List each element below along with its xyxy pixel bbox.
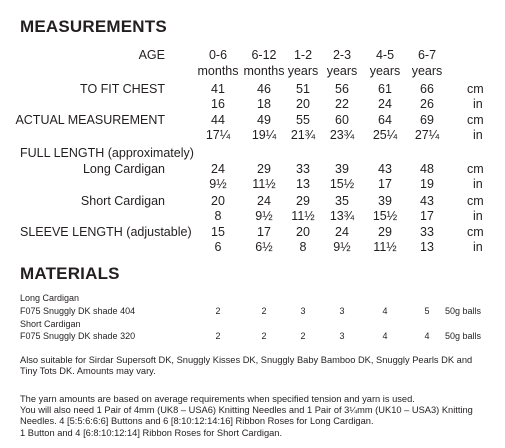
table-cell: 19 bbox=[420, 177, 434, 191]
table-cell: 4 bbox=[382, 331, 388, 341]
row-sleeve-length-label: SLEEVE LENGTH (adjustable) bbox=[20, 225, 192, 239]
table-cell: 11½ bbox=[373, 240, 397, 254]
row-to-fit-chest-label: TO FIT CHEST bbox=[80, 82, 165, 96]
age-col-5-bottom: years bbox=[369, 64, 401, 78]
unit-label: cm bbox=[467, 194, 484, 208]
measurements-title: MEASUREMENTS bbox=[20, 17, 167, 36]
table-cell: 21¾ bbox=[290, 128, 316, 142]
table-cell: 33 bbox=[420, 225, 434, 239]
table-cell: 27¼ bbox=[414, 128, 440, 142]
unit-label: in bbox=[473, 240, 483, 254]
also-suitable-note: Also suitable for Sirdar Supersoft DK, Snuggly Kisses DK, Snuggly Baby Bamboo DK, Snuggly Pearls DK and Tiny Tots DK. Amounts may vary. bbox=[20, 355, 473, 377]
table-cell: 43 bbox=[420, 194, 434, 208]
row-short-cardigan-label: Short Cardigan bbox=[80, 194, 165, 208]
unit-label: 50g balls bbox=[445, 306, 482, 316]
table-cell: 11½ bbox=[291, 209, 315, 223]
age-col-1-top: 0-6 bbox=[208, 48, 228, 62]
age-col-3-top: 1-2 bbox=[293, 48, 313, 62]
table-cell: 9½ bbox=[255, 209, 273, 223]
table-cell: 20 bbox=[211, 194, 225, 208]
material-yarn-label: F075 Snuggly DK shade 320 bbox=[20, 331, 136, 341]
table-cell: 13¾ bbox=[329, 209, 355, 223]
table-cell: 56 bbox=[335, 82, 349, 96]
unit-label: cm bbox=[467, 225, 484, 239]
unit-label: in bbox=[473, 97, 483, 111]
age-col-4-top: 2-3 bbox=[332, 48, 352, 62]
table-cell: 43 bbox=[378, 162, 392, 176]
age-col-2-top: 6-12 bbox=[251, 48, 277, 62]
table-cell: 29 bbox=[378, 225, 392, 239]
table-cell: 15 bbox=[211, 225, 225, 239]
table-cell: 8 bbox=[214, 209, 222, 223]
table-cell: 29 bbox=[296, 194, 310, 208]
table-cell: 4 bbox=[382, 306, 388, 316]
age-col-6-top: 6-7 bbox=[417, 48, 437, 62]
table-cell: 22 bbox=[335, 97, 349, 111]
materials-title: MATERIALS bbox=[20, 264, 120, 283]
table-cell: 24 bbox=[335, 225, 349, 239]
table-cell: 49 bbox=[257, 113, 271, 127]
table-cell: 4 bbox=[424, 331, 430, 341]
table-cell: 26 bbox=[420, 97, 434, 111]
table-cell: 3 bbox=[339, 306, 345, 316]
table-cell: 15½ bbox=[372, 209, 398, 223]
age-col-1-bottom: months bbox=[197, 64, 239, 78]
age-label: AGE bbox=[138, 48, 165, 62]
table-cell: 66 bbox=[420, 82, 434, 96]
table-cell: 9½ bbox=[333, 240, 351, 254]
row-full-length-label: FULL LENGTH (approximately) bbox=[20, 146, 194, 160]
material-group-long-cardigan: Long Cardigan bbox=[20, 293, 80, 303]
table-cell: 18 bbox=[257, 97, 271, 111]
unit-label: in bbox=[473, 177, 483, 191]
table-cell: 60 bbox=[335, 113, 349, 127]
table-cell: 23¾ bbox=[329, 128, 355, 142]
table-cell: 35 bbox=[335, 194, 349, 208]
table-cell: 24 bbox=[378, 97, 392, 111]
age-col-4-bottom: years bbox=[326, 64, 358, 78]
table-cell: 5 bbox=[424, 306, 430, 316]
table-cell: 2 bbox=[215, 331, 221, 341]
table-cell: 17¼ bbox=[205, 128, 231, 142]
table-cell: 9½ bbox=[209, 177, 227, 191]
table-cell: 17 bbox=[378, 177, 392, 191]
table-cell: 46 bbox=[257, 82, 271, 96]
yarn-amount-note: The yarn amounts are based on average requirements when specified tension and yarn is used. bbox=[20, 394, 415, 404]
needles-buttons-note: You will also need 1 Pair of 4mm (UK8 – USA6) Knitting Needles and 1 Pair of 3¼mm (UK10 – USA3) Knitting Needles. 4 [5:5:6:6:6] Buttons and 6 [8:10:12:14:16] Ribbon Roses for Long Cardigan. bbox=[20, 405, 473, 427]
table-cell: 44 bbox=[211, 113, 225, 127]
table-cell: 3 bbox=[339, 331, 345, 341]
material-yarn-label: F075 Snuggly DK shade 404 bbox=[20, 306, 136, 316]
table-cell: 48 bbox=[420, 162, 434, 176]
unit-label: cm bbox=[467, 113, 484, 127]
table-cell: 64 bbox=[378, 113, 392, 127]
table-cell: 6 bbox=[214, 240, 222, 254]
row-long-cardigan-label: Long Cardigan bbox=[82, 162, 165, 176]
table-cell: 20 bbox=[296, 225, 310, 239]
table-cell: 13 bbox=[296, 177, 310, 191]
table-cell: 61 bbox=[378, 82, 392, 96]
table-cell: 19¼ bbox=[251, 128, 277, 142]
table-cell: 17 bbox=[257, 225, 271, 239]
table-cell: 6½ bbox=[255, 240, 273, 254]
table-cell: 8 bbox=[299, 240, 307, 254]
table-cell: 17 bbox=[420, 209, 434, 223]
table-cell: 16 bbox=[211, 97, 225, 111]
unit-label: in bbox=[473, 209, 483, 223]
age-col-3-bottom: years bbox=[287, 64, 319, 78]
table-cell: 2 bbox=[261, 306, 267, 316]
age-col-2-bottom: months bbox=[243, 64, 285, 78]
table-cell: 3 bbox=[300, 306, 306, 316]
table-cell: 13 bbox=[420, 240, 434, 254]
unit-label: 50g balls bbox=[445, 331, 482, 341]
short-cardigan-buttons-note: 1 Button and 4 [6:8:10:12:14] Ribbon Roses for Short Cardigan. bbox=[20, 428, 283, 438]
table-cell: 41 bbox=[211, 82, 225, 96]
table-cell: 29 bbox=[257, 162, 271, 176]
table-cell: 39 bbox=[335, 162, 349, 176]
age-col-6-bottom: years bbox=[411, 64, 443, 78]
table-cell: 2 bbox=[261, 331, 267, 341]
table-cell: 2 bbox=[215, 306, 221, 316]
table-cell: 33 bbox=[296, 162, 310, 176]
table-cell: 20 bbox=[296, 97, 310, 111]
table-cell: 11½ bbox=[252, 177, 276, 191]
table-cell: 25¼ bbox=[372, 128, 398, 142]
row-actual-measurement-label: ACTUAL MEASUREMENT bbox=[15, 113, 165, 127]
unit-label: cm bbox=[467, 82, 484, 96]
table-cell: 2 bbox=[300, 331, 306, 341]
table-cell: 69 bbox=[420, 113, 434, 127]
table-cell: 39 bbox=[378, 194, 392, 208]
unit-label: in bbox=[473, 128, 483, 142]
unit-label: cm bbox=[467, 162, 484, 176]
table-cell: 51 bbox=[296, 82, 310, 96]
table-cell: 24 bbox=[257, 194, 271, 208]
table-cell: 24 bbox=[211, 162, 225, 176]
material-group-short-cardigan: Short Cardigan bbox=[20, 319, 81, 329]
table-cell: 15½ bbox=[329, 177, 355, 191]
table-cell: 55 bbox=[296, 113, 310, 127]
age-col-5-top: 4-5 bbox=[375, 48, 395, 62]
